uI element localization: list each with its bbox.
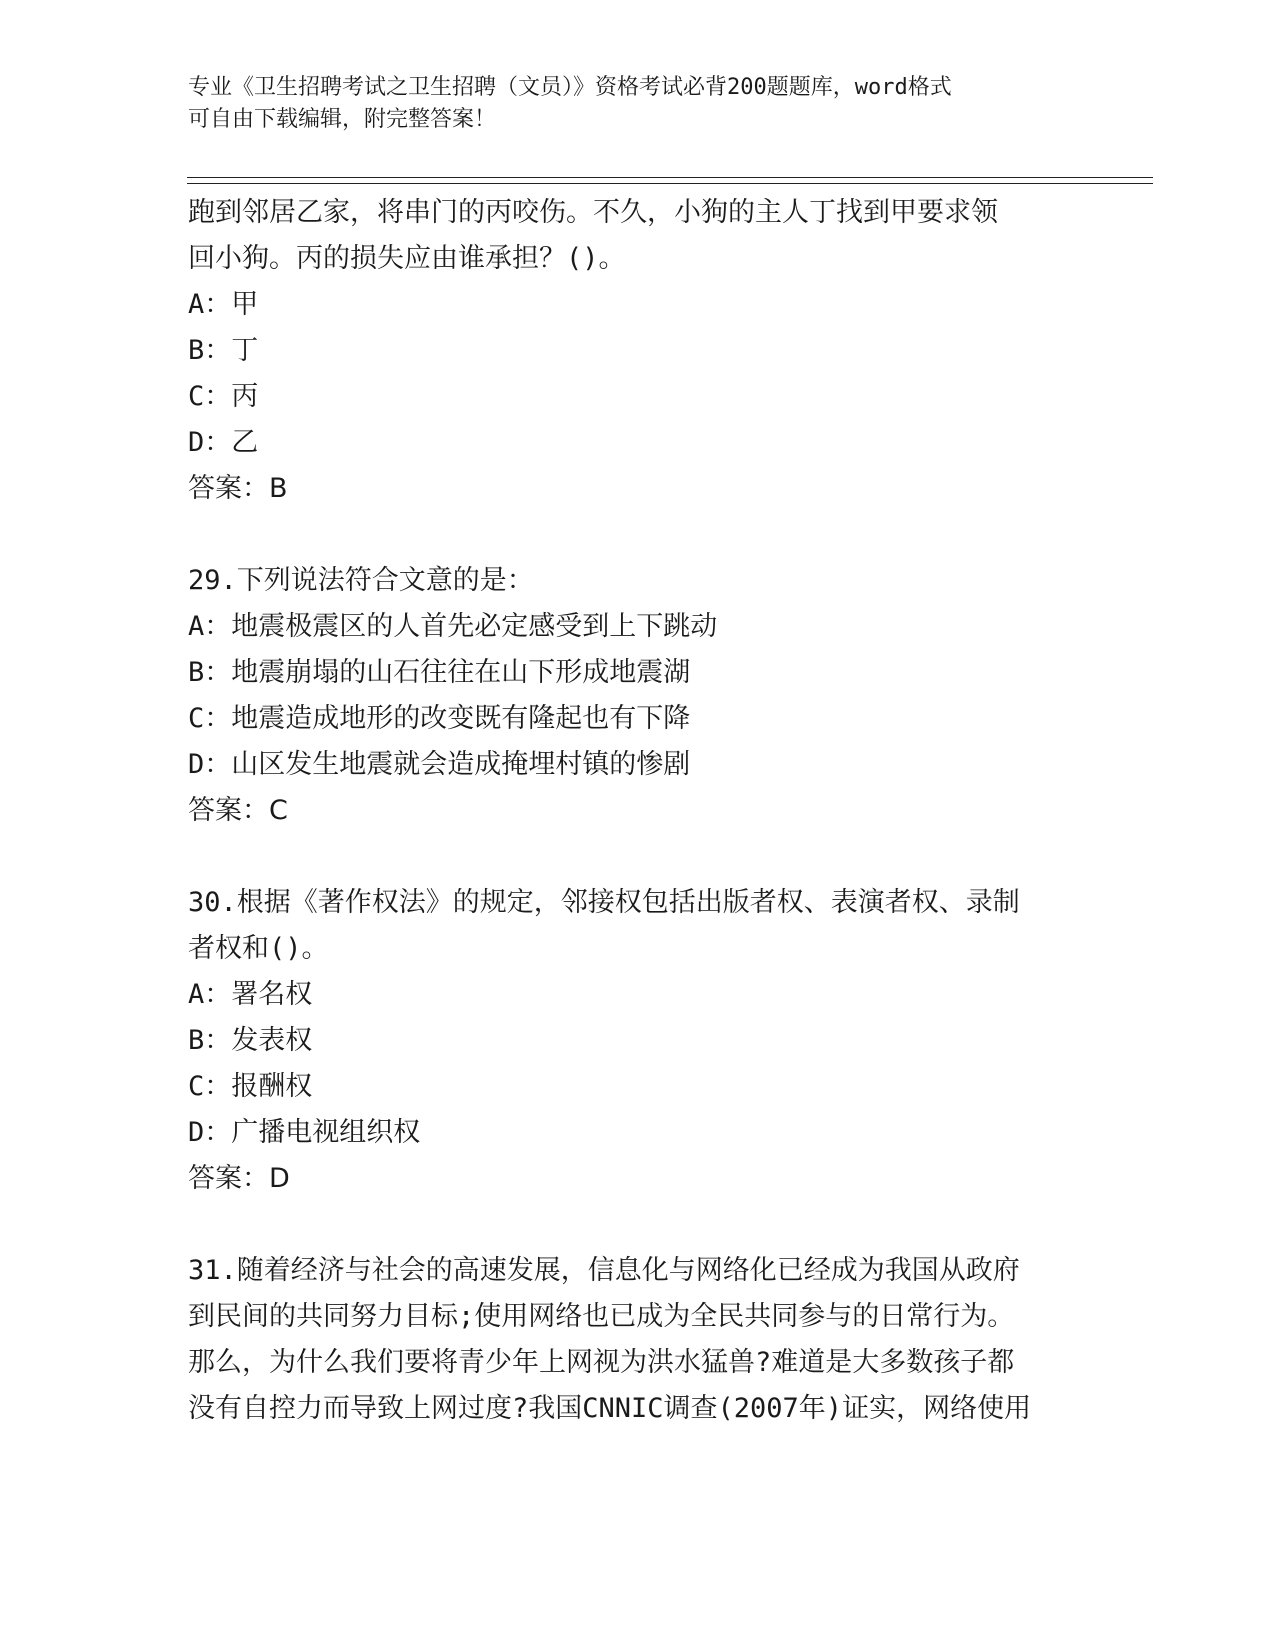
option-c: C：报酬权 — [188, 1071, 313, 1102]
question-stem: 那么，为什么我们要将青少年上网视为洪水猛兽?难道是大多数孩子都 — [188, 1347, 1015, 1378]
option-c: C：丙 — [188, 381, 259, 412]
question-stem: 回小狗。丙的损失应由谁承担？()。 — [188, 243, 626, 274]
option-a: A：署名权 — [188, 979, 313, 1010]
option-c: C：地震造成地形的改变既有隆起也有下降 — [188, 703, 691, 734]
answer: 答案：C — [188, 795, 288, 826]
option-a: A：甲 — [188, 289, 259, 320]
header-line-1: 专业《卫生招聘考试之卫生招聘（文员）》资格考试必背200题题库，word格式 — [188, 75, 952, 100]
option-b: B：地震崩塌的山石往往在山下形成地震湖 — [188, 657, 691, 688]
question-list — [188, 190, 1088, 1432]
question-28 — [188, 190, 1088, 512]
answer: 答案：B — [188, 473, 288, 504]
spacer — [188, 834, 1088, 880]
spacer — [188, 512, 1088, 558]
spacer — [188, 1202, 1088, 1248]
option-b: B：发表权 — [188, 1025, 313, 1056]
question-stem: 31.随着经济与社会的高速发展，信息化与网络化已经成为我国从政府 — [188, 1255, 1020, 1286]
option-d: D：乙 — [188, 427, 259, 458]
header-line-2: 可自由下载编辑，附完整答案！ — [188, 107, 497, 132]
document-header — [188, 72, 1068, 136]
question-stem: 30.根据《著作权法》的规定，邻接权包括出版者权、表演者权、录制 — [188, 887, 1020, 918]
option-d: D：山区发生地震就会造成掩埋村镇的惨剧 — [188, 749, 691, 780]
answer: 答案：D — [188, 1163, 290, 1194]
question-29 — [188, 558, 1088, 834]
question-stem: 29.下列说法符合文意的是： — [188, 565, 534, 596]
question-stem: 到民间的共同努力目标;使用网络也已成为全民共同参与的日常行为。 — [188, 1301, 1015, 1332]
question-stem: 跑到邻居乙家，将串门的丙咬伤。不久，小狗的主人丁找到甲要求领 — [188, 197, 998, 228]
header-rule-thick — [187, 177, 1153, 178]
question-31 — [188, 1248, 1088, 1432]
option-a: A：地震极震区的人首先必定感受到上下跳动 — [188, 611, 718, 642]
option-b: B：丁 — [188, 335, 259, 366]
question-stem: 没有自控力而导致上网过度?我国CNNIC调查(2007年)证实，网络使用 — [188, 1393, 1032, 1424]
question-30 — [188, 880, 1088, 1202]
question-stem: 者权和()。 — [188, 933, 329, 964]
option-d: D：广播电视组织权 — [188, 1117, 421, 1148]
header-rule-thin — [187, 183, 1153, 184]
